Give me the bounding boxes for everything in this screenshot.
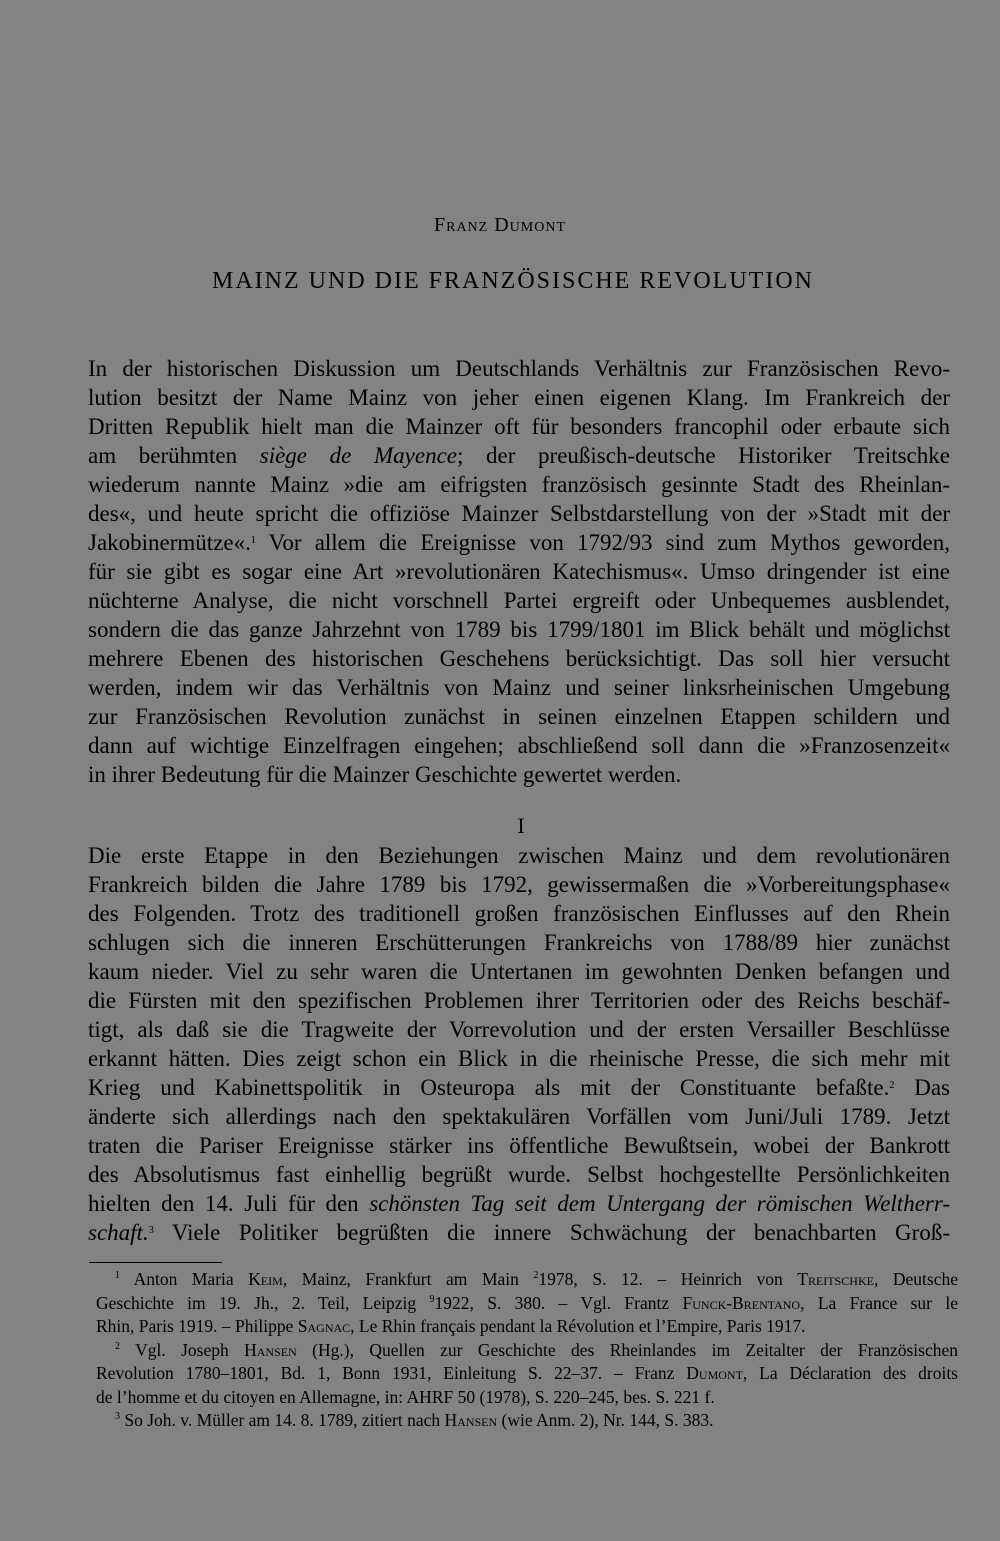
text-line: zur Französischen Revolution zunächst in seinen einzelnen Etappen schildern und	[88, 704, 950, 729]
footnotes	[96, 1268, 958, 1433]
text-line: die Fürsten mit den spezifischen Problemen ihrer Territorien oder des Reichs beschäf-	[88, 988, 950, 1013]
section-numeral: I	[517, 813, 525, 838]
text-line: Frankreich bilden die Jahre 1789 bis 1792, gewissermaßen die »Vorbereitungsphase«	[88, 872, 950, 897]
text-line: schaft.$^3$ Viele Politiker begrüßten die innere Schwächung der benachbarten Groß-	[88, 1220, 950, 1245]
text-line: des Folgenden. Trotz des traditionell großen französischen Einflusses auf den Rhein	[88, 901, 950, 926]
text-line: tigt, als daß sie die Tragweite der Vorrevolution und der ersten Versailler Beschlüsse	[88, 1017, 950, 1042]
text-line: änderte sich allerdings nach den spektakulären Vorfällen vom Juni/Juli 1789. Jetzt	[88, 1104, 950, 1129]
text-line: In der historischen Diskussion um Deutschlands Verhältnis zur Französischen Revo-	[88, 356, 950, 381]
text-line: mehrere Ebenen des historischen Geschehens berücksichtigt. Das soll hier versucht	[88, 646, 950, 671]
text-line: für sie gibt es sogar eine Art »revolutionären Katechismus«. Umso dringender ist eine	[88, 559, 950, 584]
footnote-line: Rhin, Paris 1919. – Philippe Sagnac, Le Rhin français pendant la Révolution et l’Empire, Paris 1917.	[96, 1316, 806, 1336]
footnote-line: $^1$ Anton Maria Keim, Mainz, Frankfurt am Main $^2$1978, S. 12. – Heinrich von Treitschke, Deutsche	[115, 1269, 958, 1289]
text-line: erkannt hätten. Dies zeigt schon ein Blick in die rheinische Presse, die sich mehr mit	[88, 1046, 950, 1071]
text-line: hielten den 14. Juli für den schönsten Tag seit dem Untergang der römischen Weltherr-	[88, 1191, 950, 1216]
footnote-line: Geschichte im 19. Jh., 2. Teil, Leipzig $^9$1922, S. 380. – Vgl. Frantz Funck-Brentano, La France sur le	[96, 1292, 958, 1313]
footnote-line: de l’homme et du citoyen en Allemagne, in: AHRF 50 (1978), S. 220–245, bes. S. 221 f.	[96, 1386, 715, 1407]
text-line: nüchterne Analyse, die nicht vorschnell Partei ergreift oder Unbequemes ausblendet,	[88, 588, 950, 613]
intro-paragraph	[88, 354, 950, 789]
text-line: dann auf wichtige Einzelfragen eingehen; abschließend soll dann die »Franzosenzeit«	[88, 733, 950, 758]
text-line: in ihrer Bedeutung für die Mainzer Geschichte gewertet werden.	[88, 762, 682, 787]
text-line: des Absolutismus fast einhellig begrüßt wurde. Selbst hochgestellte Persönlichkeiten	[88, 1162, 950, 1187]
text-line: Dritten Republik hielt man die Mainzer oft für besonders francophil oder erbaute sich	[88, 414, 950, 439]
text-line: am berühmten siège de Mayence; der preußisch-deutsche Historiker Treitschke	[88, 443, 950, 468]
text-line: kaum nieder. Viel zu sehr waren die Untertanen im gewohnten Denken befangen und	[88, 959, 950, 984]
text-line: Die erste Etappe in den Beziehungen zwischen Mainz und dem revolutionären	[88, 843, 950, 868]
text-line: Jakobinermütze«.$^1$ Vor allem die Ereignisse von 1792/93 sind zum Mythos geworden,	[88, 530, 950, 555]
text-line: lution besitzt der Name Mainz von jeher einen eigenen Klang. Im Frankreich der	[88, 385, 950, 410]
text-line: werden, indem wir das Verhältnis von Mainz und seiner linksrheinischen Umgebung	[88, 675, 950, 700]
text-line: Krieg und Kabinettspolitik in Osteuropa als mit der Constituante befaßte.$^2$ Das	[88, 1075, 950, 1100]
section-1-paragraph	[88, 841, 950, 1247]
footnote-rule	[89, 1262, 222, 1263]
article-title: MAINZ UND DIE FRANZÖSISCHE REVOLUTION	[212, 268, 814, 294]
text-line: wiederum nannte Mainz »die am eifrigsten französisch gesinnte Stadt des Rheinlan-	[88, 472, 950, 497]
author-name: Franz Dumont	[433, 214, 566, 236]
text-line: des«, und heute spricht die offiziöse Mainzer Selbstdarstellung von der »Stadt mit der	[88, 501, 950, 526]
text-line: sondern die das ganze Jahrzehnt von 1789 bis 1799/1801 im Blick behält und möglichst	[88, 617, 950, 642]
footnote-line: Revolution 1780–1801, Bd. 1, Bonn 1931, Einleitung S. 22–37. – Franz Dumont, La Déclaration des droits	[96, 1363, 958, 1383]
footnote-line: $^3$ So Joh. v. Müller am 14. 8. 1789, zitiert nach Hansen (wie Anm. 2), Nr. 144, S. 383.	[115, 1410, 714, 1430]
text-line: schlugen sich die inneren Erschütterungen Frankreichs von 1788/89 hier zunächst	[88, 930, 950, 955]
footnote-line: $^2$ Vgl. Joseph Hansen (Hg.), Quellen zur Geschichte des Rheinlandes im Zeitalter der Französischen	[115, 1339, 958, 1360]
text-line: traten die Pariser Ereignisse stärker ins öffentliche Bewußtsein, wobei der Bankrott	[88, 1133, 950, 1158]
